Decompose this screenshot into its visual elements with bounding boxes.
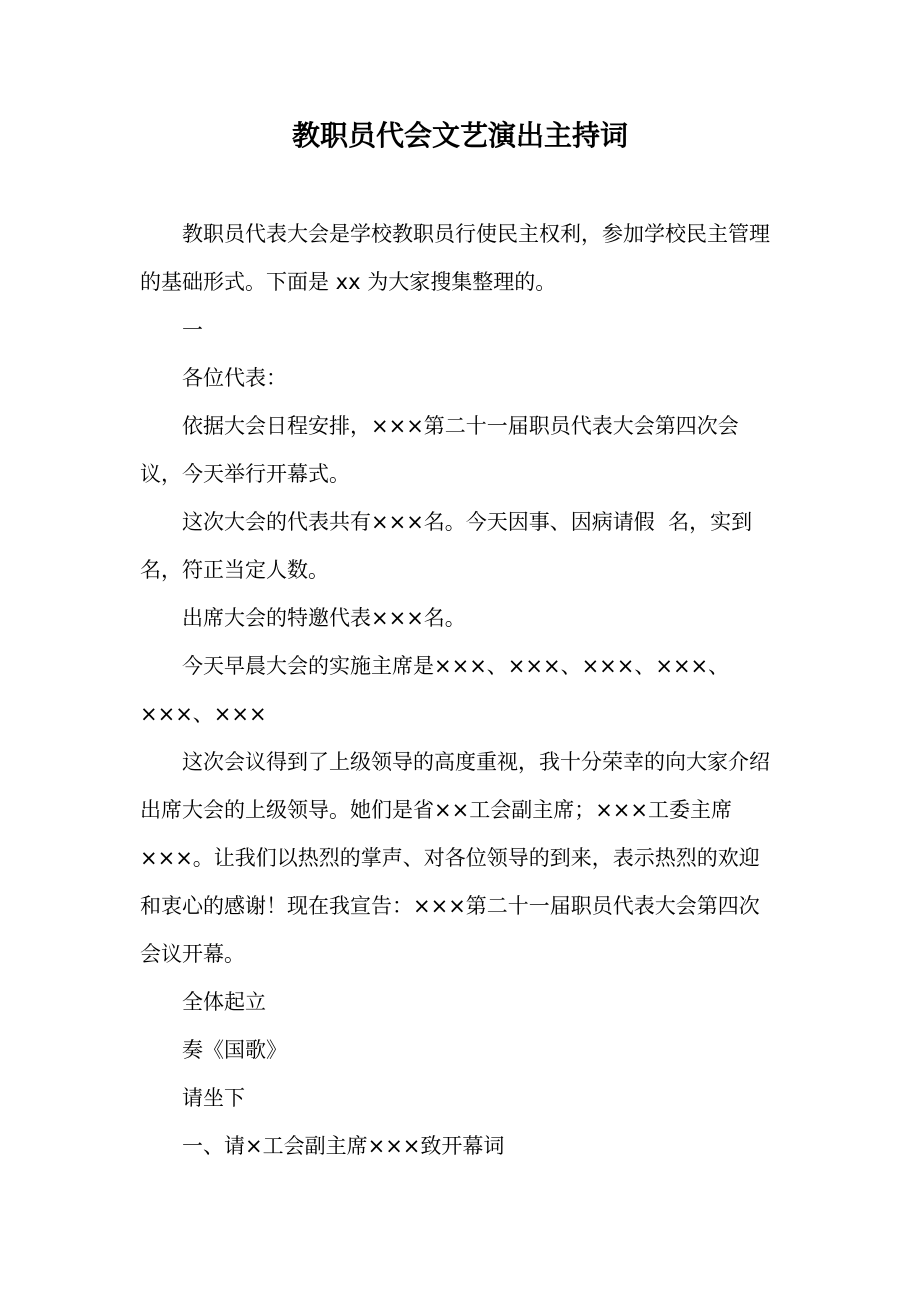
paragraph-special-delegates: 出席大会的特邀代表×××名。 <box>182 606 466 630</box>
paragraph-leaders: 这次会议得到了上级领导的高度重视，我十分荣幸的向大家介绍出席大会的上级领导。她们是省××工会副主席；×××工委主席×××。让我们以热烈的掌声、对各位领导的到来，表示热烈的欢迎和衷心的感谢！现在我宣告：×××第二十一届职员代表大会第四次会议开幕。 <box>140 750 770 966</box>
paragraph-section-number: 一 <box>182 318 203 342</box>
paragraph-opening-speech: 一、请×工会副主席×××致开幕词 <box>182 1134 505 1158</box>
document-title: 教职员代会文艺演出主持词 <box>291 119 628 152</box>
paragraph-stand-up: 全体起立 <box>182 990 266 1014</box>
paragraph-anthem: 奏《国歌》 <box>182 1038 287 1062</box>
paragraph-sit-down: 请坐下 <box>182 1086 245 1110</box>
paragraph-presidium: 今天早晨大会的实施主席是×××、×××、×××、×××、×××、××× <box>140 654 730 726</box>
document-body <box>140 210 780 1170</box>
paragraph-attendance: 这次大会的代表共有×××名。今天因事、因病请假 名，实到 名，符正当定人数。 <box>140 510 766 582</box>
paragraph-salutation: 各位代表： <box>182 366 287 390</box>
paragraph-schedule: 依据大会日程安排，×××第二十一届职员代表大会第四次会议，今天举行开幕式。 <box>140 414 739 486</box>
paragraph-intro: 教职员代表大会是学校教职员行使民主权利，参加学校民主管理的基础形式。下面是 xx 为大家搜集整理的。 <box>140 222 770 294</box>
